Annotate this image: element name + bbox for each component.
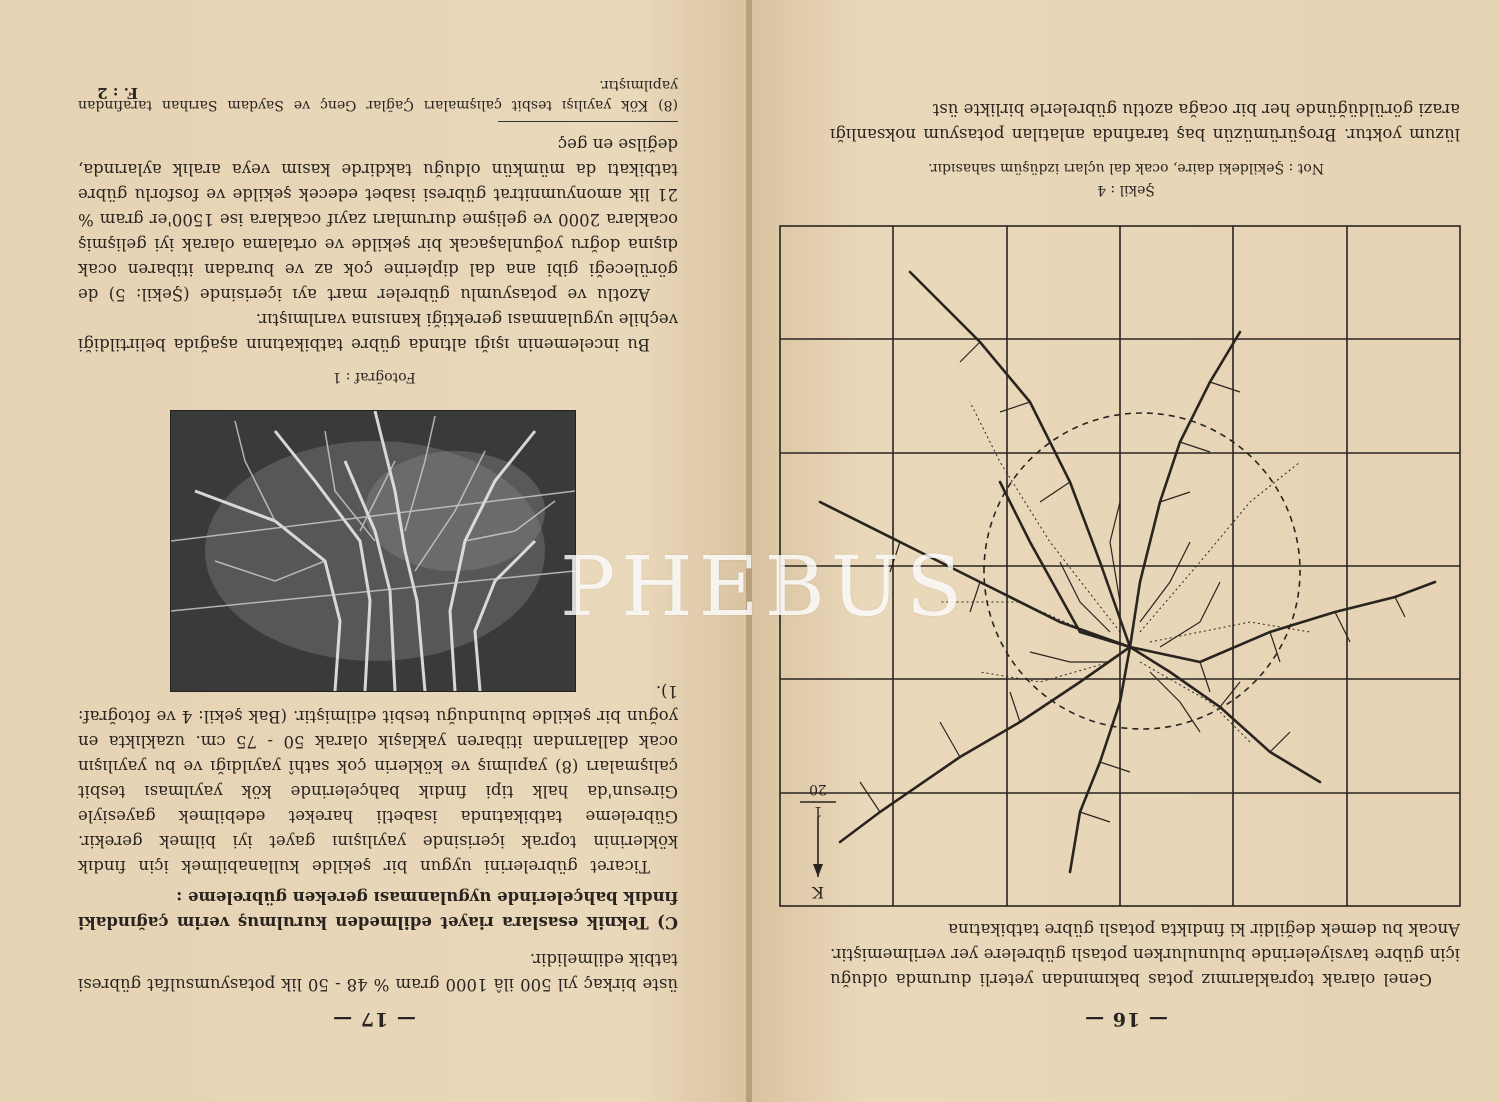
footnote-rule (498, 121, 678, 122)
paragraph-continuation: lüzum yoktur. Broşürümüzün baş tarafında anlatılan potasyum noksanlığı arazi görüldüğünde her bir ocağa azotlu gübrelerle birlikte üst (830, 100, 1460, 144)
scale-numerator: 1 (813, 803, 823, 819)
root-photograph (170, 410, 576, 692)
root-photo-image (171, 411, 575, 691)
page-17-text-top (78, 679, 678, 997)
page-number: — 17 — (332, 1008, 416, 1030)
photo-caption: Fotoğraf : 1 (332, 369, 416, 385)
signature-mark: F. : 2 (97, 84, 138, 102)
figure-note: Not : Şekildeki daire, ocak dal uçları izdüşüm sahasıdır. (928, 160, 1325, 176)
section-heading: C) Teknik esaslara riayet edilmeden kurulmuş verim çağındaki fındık bahçelerinde uygulanması gereken gübreleme : (78, 888, 678, 932)
paragraph-potash: Genel olarak topraklarımız potas bakımından yeterli durumda olduğu için gübre tavsiyelerinde bulunulurken potaslı gübrelere yer verilmemiştir. Ancak bu demek değildir ki fındıkta potaslı gübre tatbikatına (830, 920, 1460, 989)
scale-denominator: 20 (809, 781, 827, 797)
page-16-text-bottom (830, 97, 1460, 147)
scale-k-label: K (812, 883, 824, 902)
paragraph-roots: Ticaret gübrelerini uygun bir şekilde kullanabilmek için fındık köklerinin toprak içerisinde yayılışını gayet iyi bilmek gerekir. Gübreleme tatbikatında isabetli hareket edebilmek gayesiyle Giresun'da halk tipi fındık bahçelerinde kök yayılması tesbit çalışmaları (8) yapılmış ve köklerin çok sathî yayıldığı ve bu yayılışın ocak dallarından itibaren yaklaşık olarak 50 - 75 cm. uzaklıkta en yoğun bir şekilde bulunduğu tesbit edilmiştir. (Bak şekil: 4 ve fotoğraf: 1). (78, 682, 678, 876)
page-number: — 16 — (1084, 1008, 1168, 1030)
intro-paragraph: üste birkaç yıl 500 ilâ 1000 gram % 48 - 50 lik potasyumsulfat gübresi tatbik edilmelidir. (78, 950, 678, 994)
figure-caption: Şekil : 4 (1097, 182, 1155, 198)
paragraph-conclusion: Bu incelemenin ışığı altında gübre tatbikatının aşağıda belirtildiği veçhile uygulanması gerektiği kanısına varılmıştır. (78, 310, 678, 354)
page-17-text-bottom (78, 75, 678, 357)
paragraph-application: Azotlu ve potasyumlu gübreler mart ayı içerisinde (Şekil: 5) de görüleceği gibi ana dal diplerine çok az ve buradan itibaren ocak dışına doğru yoğunlaşacak bir şekilde ve ortalama olarak iyi gelişmiş ocaklara 2000 ve gelişme durumları zayıf ocaklara ise 1500'er gram % 21 lik amonyumnitrat gübresi isabet edecek şekilde ve fosforlu gübre tatbikatı da mümkün olduğu takdirde kasım veya aralık aylarında, değilse en geç (78, 135, 678, 304)
footnote: (8) Kök yayılışı tesbit çalışmaları Çağlar Genç ve Saydam Sarıhan tarafından yapılmıştır. (78, 77, 678, 113)
watermark: PHEBUS (560, 540, 969, 635)
